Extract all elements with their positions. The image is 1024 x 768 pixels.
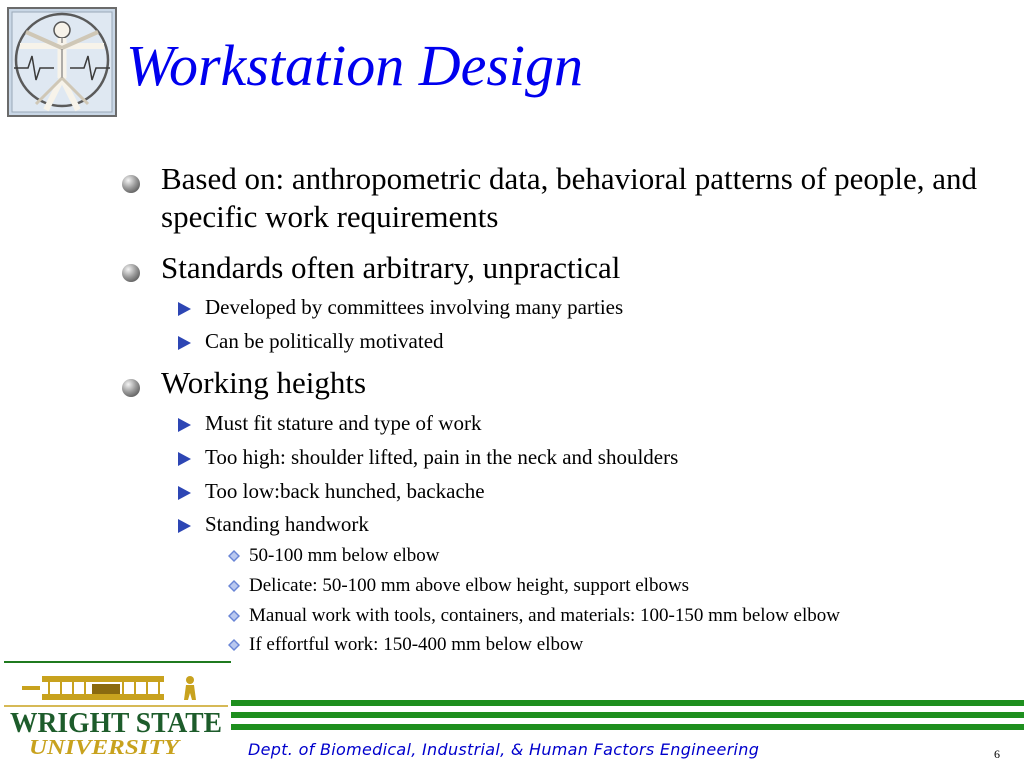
footer-stripe	[231, 724, 1024, 730]
bullet-l2-too-high: Too high: shoulder lifted, pain in the neck and shoulders	[205, 445, 679, 469]
diamond-bullet-icon	[228, 550, 240, 562]
bullet-l2-politically: Can be politically motivated	[205, 329, 444, 353]
wsu-logo-line2: UNIVERSITY	[29, 735, 182, 759]
bullet-l2-committees: Developed by committees involving many parties	[205, 295, 624, 319]
bullet-l1-standards: Standards often arbitrary, unpractical	[161, 250, 621, 285]
bullet-l1-working-heights: Working heights	[161, 365, 367, 400]
bullet-l2-too-low: Too low:back hunched, backache	[205, 479, 485, 503]
bullet-l2-stature: Must fit stature and type of work	[205, 411, 482, 435]
triangle-bullet-icon	[178, 302, 191, 316]
department-footer: Dept. of Biomedical, Industrial, & Human Factors Engineering	[248, 740, 760, 759]
footer-stripe	[231, 700, 1024, 706]
sphere-bullet-icon	[122, 264, 140, 282]
diamond-bullet-icon	[228, 610, 240, 622]
footer-stripe	[231, 712, 1024, 718]
bullet-l2-standing-handwork: Standing handwork	[205, 512, 369, 536]
bullet-l3-delicate: Delicate: 50-100 mm above elbow height, support elbows	[249, 575, 690, 596]
bullet-l3-below-elbow: 50-100 mm below elbow	[249, 545, 440, 566]
triangle-bullet-icon	[178, 519, 191, 533]
footer-divider	[4, 661, 231, 663]
bullet-l1-based-on: Based on: anthropometric data, behavioral patterns of people, and specific work requirements	[161, 161, 978, 234]
bullet-l3-effortful: If effortful work: 150-400 mm below elbow	[249, 634, 584, 655]
page-number: 6	[994, 747, 1000, 761]
slide-title: Workstation Design	[126, 33, 584, 98]
wsu-logo-line1: WRIGHT STATE	[10, 707, 222, 739]
bullet-l3-manual-work: Manual work with tools, containers, and materials: 100-150 mm below elbow	[249, 605, 840, 626]
triangle-bullet-icon	[178, 452, 191, 466]
sphere-bullet-icon	[122, 379, 140, 397]
diamond-bullet-icon	[228, 639, 240, 651]
triangle-bullet-icon	[178, 418, 191, 432]
triangle-bullet-icon	[178, 336, 191, 350]
sphere-bullet-icon	[122, 175, 140, 193]
triangle-bullet-icon	[178, 486, 191, 500]
wright-state-logo	[4, 666, 228, 766]
diamond-bullet-icon	[228, 580, 240, 592]
